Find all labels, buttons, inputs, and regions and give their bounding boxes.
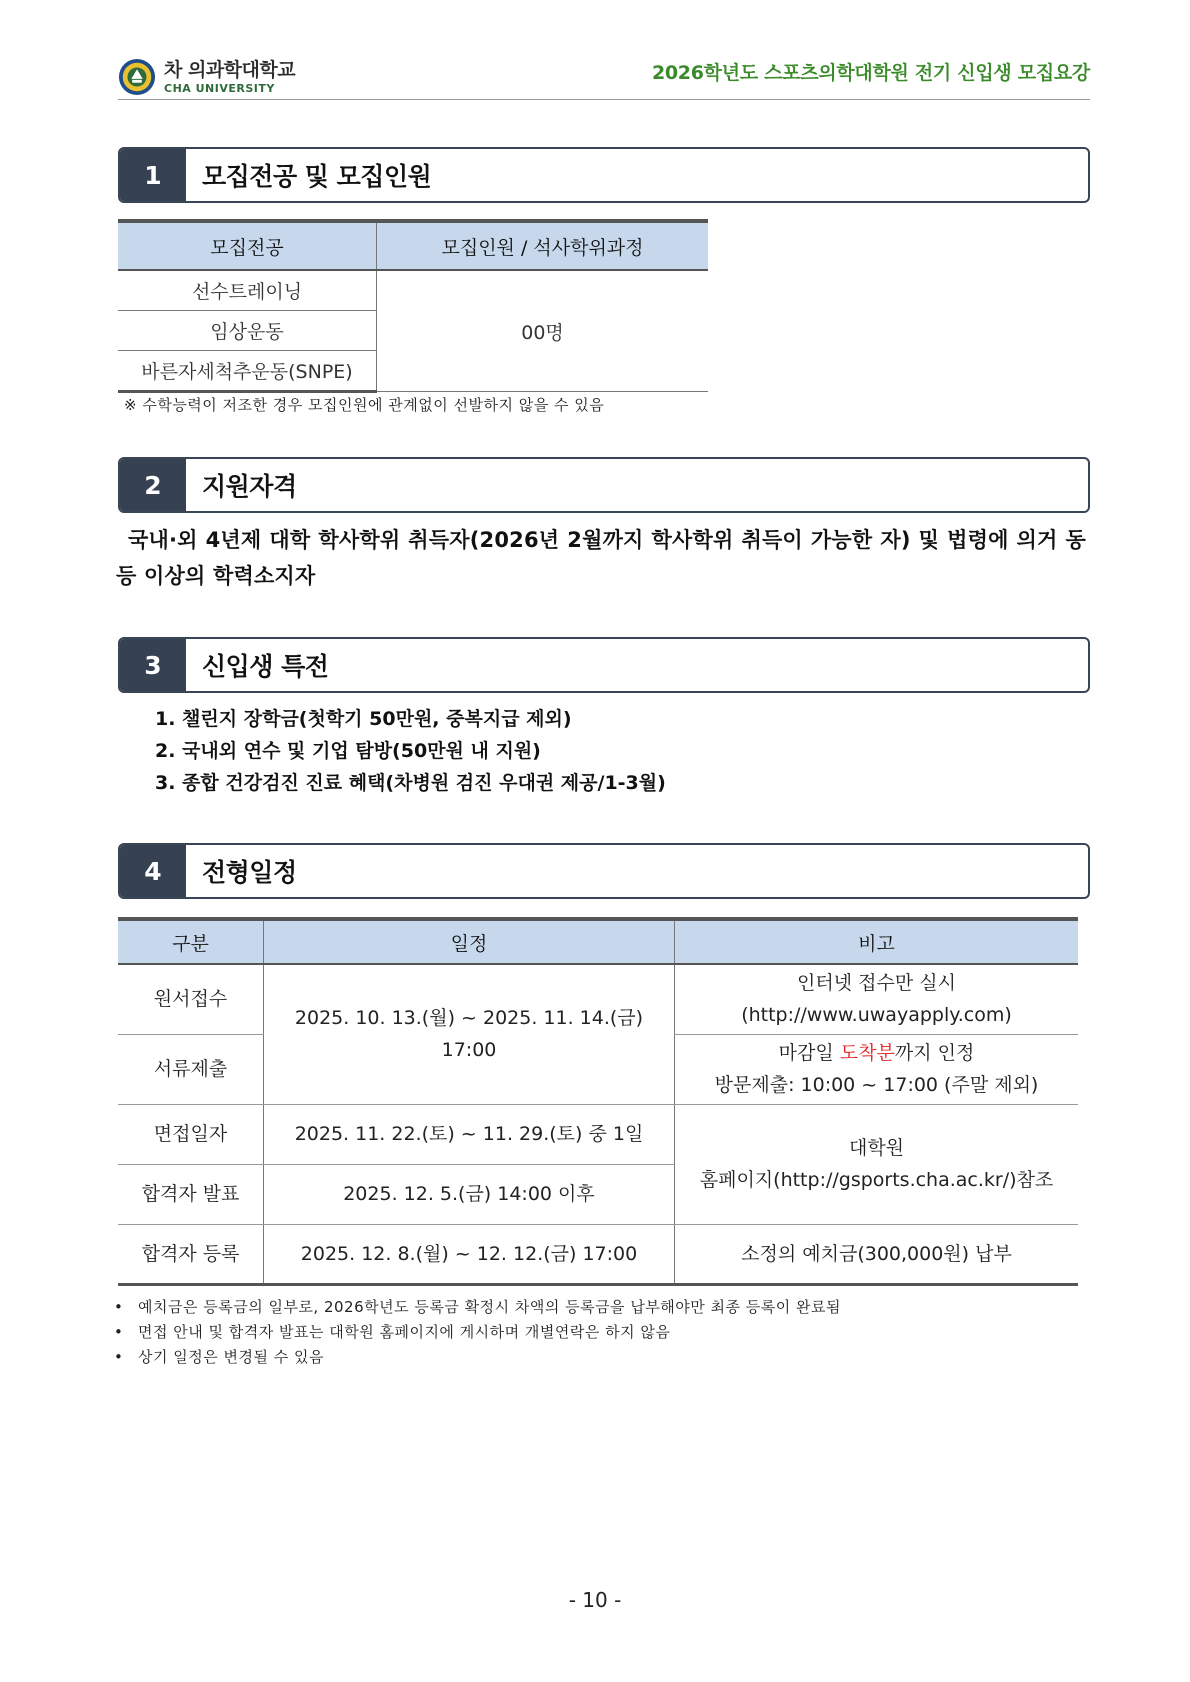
- bullet-icon: •: [114, 1348, 124, 1366]
- schedule-header-category: 구분: [118, 919, 264, 964]
- schedule-date: 2025. 10. 13.(월) ~ 2025. 11. 14.(금) 17:00: [264, 964, 675, 1104]
- major-cell: 바른자세척추운동(SNPE): [118, 351, 377, 392]
- remark-line: [676, 1037, 1077, 1069]
- bullet-text: 예치금은 등록금의 일부로, 2026학년도 등록금 확정시 차액의 등록금을 납부해야만 최종 등록이 완료됨: [138, 1298, 841, 1316]
- benefit-item: 3. 종합 건강검진 진료 혜택(차병원 검진 우대권 제공/1-3월): [155, 772, 666, 794]
- bullet-text: 상기 일정은 변경될 수 있음: [138, 1348, 324, 1366]
- schedule-remark: 소정의 예치금(300,000원) 납부: [675, 1224, 1079, 1284]
- logo-korean-name: 차 의과학대학교: [164, 58, 296, 81]
- remark-text: 까지 인정: [894, 1042, 975, 1064]
- quota-header-count: 모집인원 / 석사학위과정: [377, 221, 709, 270]
- bullet-text: 면접 안내 및 합격자 발표는 대학원 홈페이지에 게시하며 개별연락은 하지 않음: [138, 1323, 671, 1341]
- benefit-item: 1. 챌린지 장학금(첫학기 50만원, 중복지급 제외): [155, 708, 572, 730]
- bullet-icon: •: [114, 1323, 124, 1341]
- schedule-date: 2025. 12. 5.(금) 14:00 이후: [264, 1164, 675, 1224]
- schedule-header-remarks: 비고: [675, 919, 1079, 964]
- schedule-date: 2025. 11. 22.(토) ~ 11. 29.(토) 중 1일: [264, 1104, 675, 1164]
- table-row: [118, 1104, 1078, 1164]
- quota-cell: 00명: [377, 270, 709, 392]
- section-header-1: [118, 147, 1090, 203]
- section-header-4: [118, 843, 1090, 899]
- remark-line: 홈페이지(http://gsports.cha.ac.kr/)참조: [699, 1169, 1054, 1191]
- schedule-label: 서류제출: [118, 1034, 264, 1104]
- section-number: 4: [120, 845, 186, 897]
- quota-note: ※ 수학능력이 저조한 경우 모집인원에 관계없이 선발하지 않을 수 있음: [124, 396, 605, 414]
- remark-line: 인터넷 접수만 실시: [797, 972, 956, 995]
- table-row: [118, 964, 1078, 1034]
- section-header-2: [118, 457, 1090, 513]
- logo-english-name: CHA UNIVERSITY: [164, 81, 275, 95]
- bullet-item: [114, 1296, 841, 1317]
- eligibility-text: 국내·외 4년제 대학 학사학위 취득자(2026년 2월까지 학사학위 취득이 가능한 자) 및 법령에 의거 동등 이상의 학력소지자: [116, 528, 1086, 588]
- remark-line: 대학원: [848, 1137, 905, 1159]
- section-title: 신입생 특전: [202, 652, 329, 681]
- remark-highlight: 도착분: [839, 1042, 895, 1064]
- remark-line: 방문제출: 10:00 ~ 17:00 (주말 제외): [714, 1074, 1039, 1096]
- schedule-label: 면접일자: [118, 1104, 264, 1164]
- section-number: 1: [120, 149, 186, 201]
- university-logo: [118, 58, 295, 96]
- quota-table: [118, 219, 708, 393]
- schedule-remark: [675, 1104, 1079, 1224]
- section-title: 모집전공 및 모집인원: [202, 162, 432, 191]
- schedule-table: [118, 917, 1078, 1286]
- schedule-label: 합격자 발표: [118, 1164, 264, 1224]
- bullet-item: [114, 1346, 324, 1367]
- section-number: 2: [120, 459, 186, 511]
- schedule-label: 원서접수: [118, 964, 264, 1034]
- remark-line: (http://www.uwayapply.com): [741, 1004, 1012, 1027]
- major-cell: 임상운동: [118, 311, 377, 351]
- schedule-header-date: 일정: [264, 919, 675, 964]
- table-row: [118, 1224, 1078, 1284]
- document-title: 2026학년도 스포츠의학대학원 전기 신입생 모집요강: [651, 62, 1090, 84]
- schedule-remark: [675, 964, 1079, 1034]
- section-number: 3: [120, 639, 186, 691]
- schedule-remark: [675, 1034, 1079, 1104]
- bullet-item: [114, 1321, 670, 1342]
- section-header-3: [118, 637, 1090, 693]
- benefit-item: 2. 국내외 연수 및 기업 탐방(50만원 내 지원): [155, 740, 541, 762]
- major-cell: 선수트레이닝: [118, 270, 377, 311]
- section-title: 전형일정: [202, 858, 297, 887]
- schedule-label: 합격자 등록: [118, 1224, 264, 1284]
- header-divider: [118, 99, 1090, 100]
- table-row: [118, 270, 708, 311]
- bullet-icon: •: [114, 1298, 124, 1316]
- quota-header-major: 모집전공: [118, 221, 377, 270]
- university-seal-icon: [118, 58, 156, 96]
- remark-text: 마감일: [778, 1042, 840, 1064]
- schedule-date: 2025. 12. 8.(월) ~ 12. 12.(금) 17:00: [264, 1224, 675, 1284]
- section-title: 지원자격: [202, 472, 297, 501]
- page-number: - 10 -: [568, 1588, 622, 1612]
